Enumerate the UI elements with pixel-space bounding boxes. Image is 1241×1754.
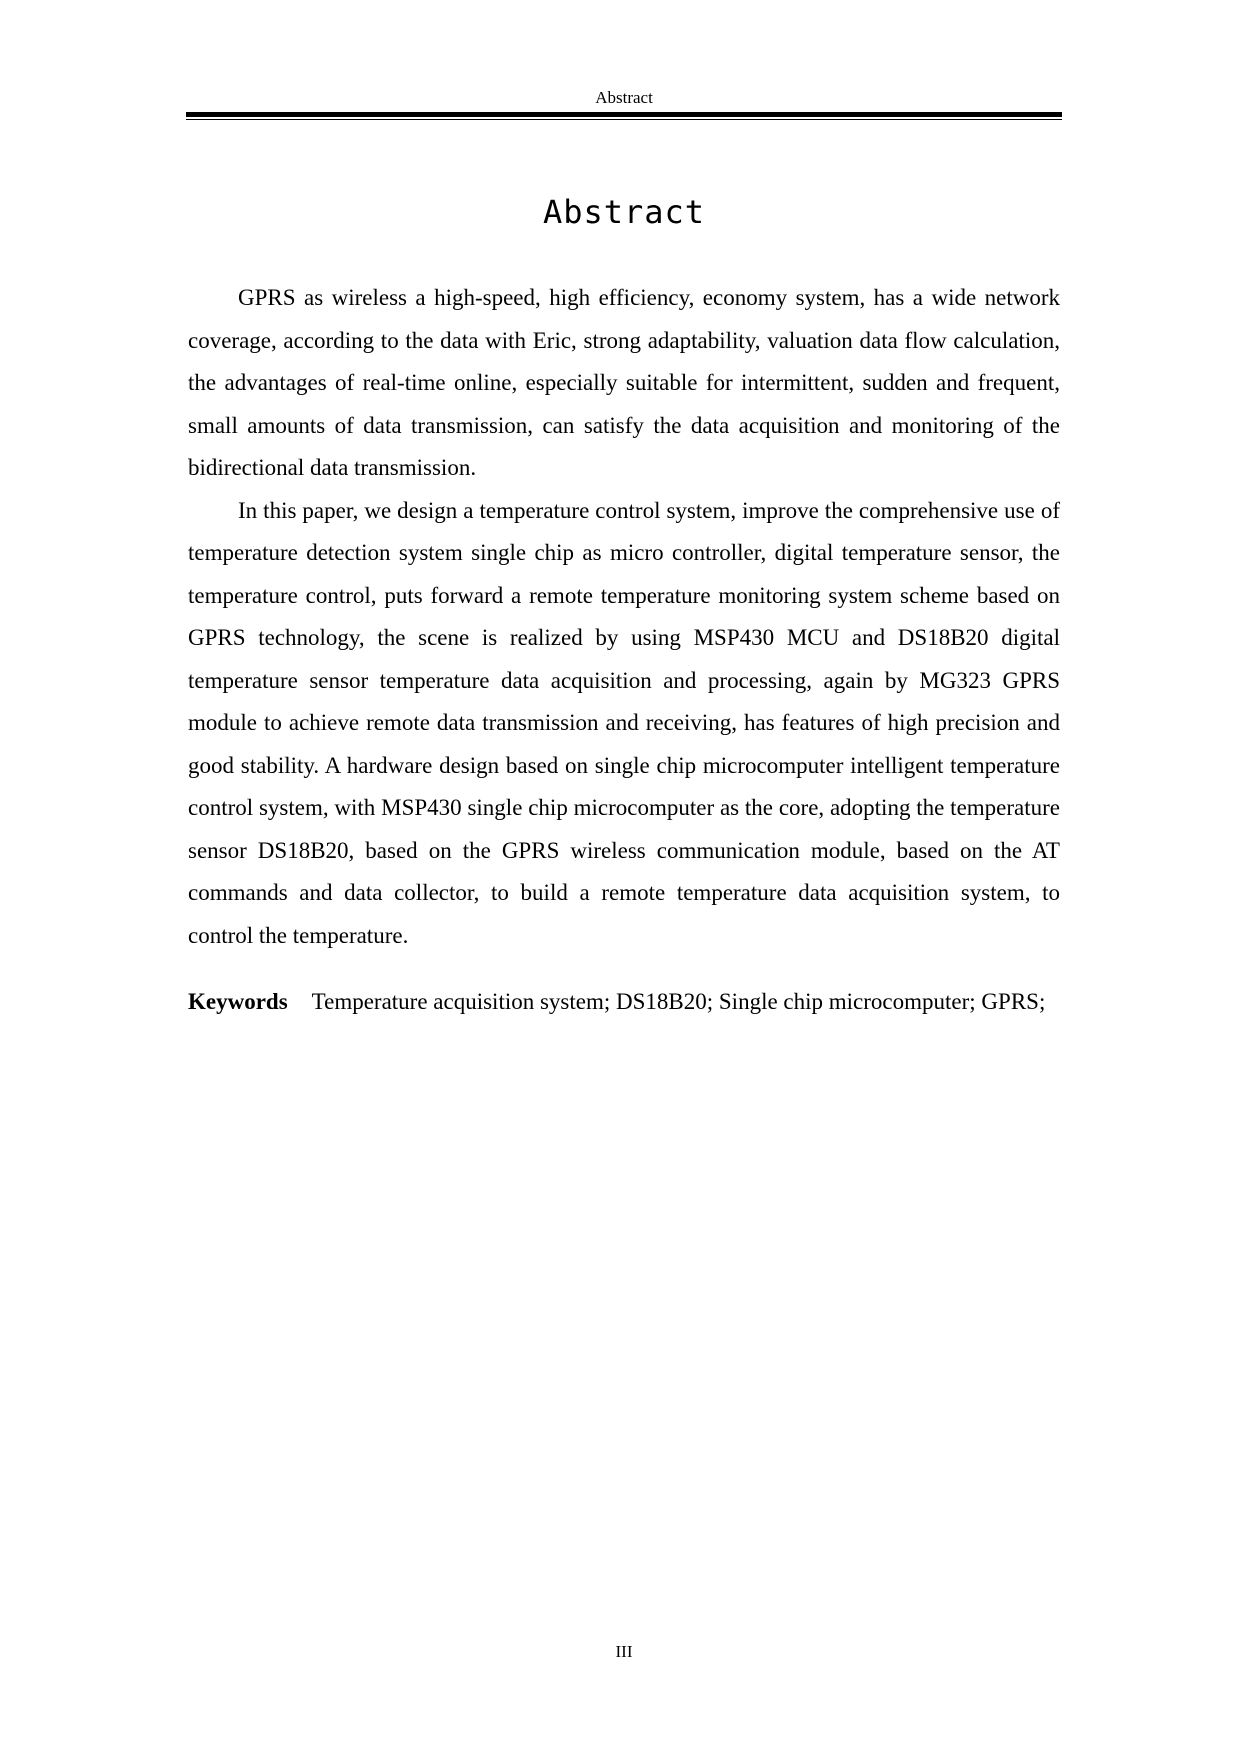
running-header: Abstract	[595, 88, 653, 107]
page-number: III	[615, 1642, 633, 1661]
page-title: Abstract	[542, 193, 706, 231]
header-rule-thin	[186, 119, 1062, 120]
abstract-paragraph-2: In this paper, we design a temperature control system, improve the comprehensive use of temperature detection system single chip as micro controller, digital temperature sensor, the temperature control, puts forward a remote temperature monitoring system scheme based on GPRS technology, the scene is realized by using MSP430 MCU and DS18B20 digital temperature sensor temperature data acquisition and processing, again by MG323 GPRS module to achieve remote data transmission and receiving, has features of high precision and good stability. A hardware design based on single chip microcomputer intelligent temperature control system, with MSP430 single chip microcomputer as the core, adopting the temperature sensor DS18B20, based on the GPRS wireless communication module, based on the AT commands and data collector, to build a remote temperature data acquisition system, to control the temperature.	[188, 497, 1060, 948]
keywords-text: Temperature acquisition system; DS18B20; Single chip microcomputer; GPRS;	[311, 989, 1046, 1014]
keywords-label: Keywords	[188, 989, 288, 1014]
abstract-paragraph-1: GPRS as wireless a high-speed, high efficiency, economy system, has a wide network coverage, according to the data with Eric, strong adaptability, valuation data flow calculation, the advantages of real-time online, especially suitable for intermittent, sudden and frequent, small amounts of data transmission, can satisfy the data acquisition and monitoring of the bidirectional data transmission.	[188, 285, 1060, 480]
header-rule-thick	[186, 112, 1062, 117]
abstract-body	[188, 277, 1060, 1024]
keywords-line	[188, 981, 1060, 1024]
